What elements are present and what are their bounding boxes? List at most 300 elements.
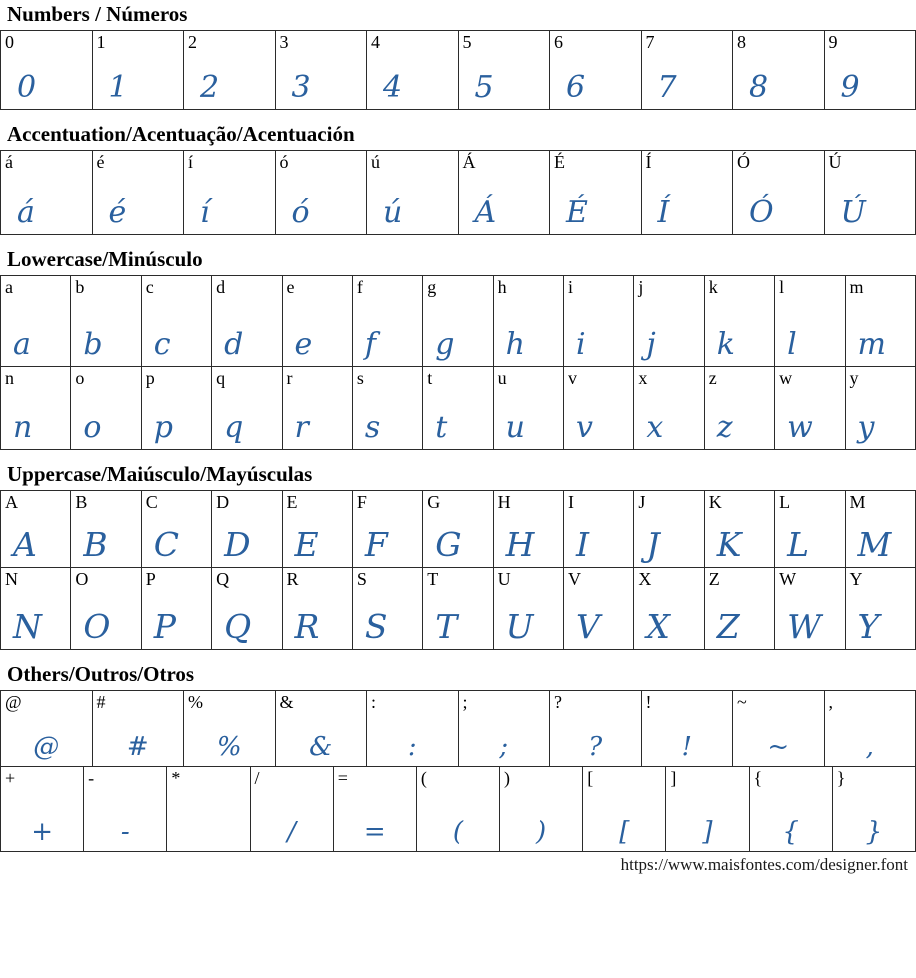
cell-label: T (427, 569, 439, 590)
cell-label: { (753, 768, 763, 789)
glyph-cell (92, 151, 184, 235)
glyph-cell (493, 568, 563, 650)
glyph-cell (1, 276, 71, 367)
glyph-cell (550, 151, 642, 235)
cell-label: ) (504, 768, 511, 789)
cell-script-glyph: J (646, 525, 660, 565)
glyph-cell (458, 31, 550, 110)
cell-label: o (75, 368, 85, 389)
cell-label: p (145, 368, 155, 389)
cell-script-glyph: 4 (383, 70, 403, 106)
glyph-cell (212, 276, 282, 367)
cell-script-glyph: 9 (840, 70, 860, 106)
cell-script-glyph: % (216, 732, 242, 763)
cell-script-glyph: a (13, 327, 31, 363)
cell-script-glyph: g (435, 327, 455, 363)
glyph-cell (824, 691, 916, 767)
cell-label: 0 (5, 32, 14, 53)
glyph-cell (733, 31, 825, 110)
cell-label: F (356, 492, 367, 513)
glyph-cell (832, 767, 915, 852)
table-row (1, 568, 916, 650)
cell-label: : (371, 692, 377, 713)
cell-script-glyph: ; (499, 732, 509, 763)
cell-label: N (5, 569, 18, 590)
glyph-cell (141, 367, 211, 450)
cell-script-glyph: z (716, 410, 733, 446)
cell-label: g (427, 277, 437, 298)
glyph-cell (666, 767, 749, 852)
cell-label: a (5, 277, 13, 298)
glyph-cell (250, 767, 333, 852)
glyph-cell (92, 31, 184, 110)
glyph-cell (184, 691, 276, 767)
cell-script-glyph: 7 (657, 70, 677, 106)
cell-label: , (828, 692, 833, 713)
cell-script-glyph: K (716, 525, 742, 565)
glyph-cell (1, 568, 71, 650)
table-row (1, 767, 916, 852)
cell-label: 8 (737, 32, 746, 53)
cell-script-glyph: á (17, 195, 35, 231)
glyph-cell (184, 31, 276, 110)
glyph-cell (367, 151, 459, 235)
cell-label: W (779, 569, 797, 590)
glyph-cell (92, 691, 184, 767)
glyph-cell (275, 31, 367, 110)
glyph-cell (1, 767, 84, 852)
cell-script-glyph: ] (702, 817, 713, 848)
glyph-cell (367, 691, 459, 767)
glyph-cell (550, 31, 642, 110)
cell-label: % (188, 692, 203, 713)
glyph-cell (212, 367, 282, 450)
cell-script-glyph: í (200, 195, 210, 231)
cell-script-glyph: b (83, 327, 103, 363)
cell-script-glyph: [ (619, 817, 630, 848)
glyph-cell (564, 367, 634, 450)
section-title: Uppercase/Maiúsculo/Mayúsculas (7, 462, 313, 487)
cell-script-glyph: 0 (17, 70, 37, 106)
cell-script-glyph: W (787, 607, 822, 647)
cell-script-glyph: m (857, 327, 886, 363)
glyph-cell (845, 568, 916, 650)
glyph-cell (583, 767, 666, 852)
cell-script-glyph: l (787, 327, 797, 363)
table-row (1, 491, 916, 568)
cell-script-glyph: - (120, 817, 130, 848)
cell-label: ? (554, 692, 562, 713)
cell-label: 4 (371, 32, 380, 53)
cell-script-glyph: u (505, 410, 525, 446)
cell-script-glyph: v (576, 410, 593, 446)
glyph-table-others-row0 (0, 690, 916, 767)
glyph-cell (634, 491, 704, 568)
cell-label: / (254, 768, 260, 789)
cell-label: O (75, 569, 89, 590)
glyph-cell (282, 367, 352, 450)
cell-label: - (88, 768, 95, 789)
section-title: Accentuation/Acentuação/Acentuación (7, 122, 355, 147)
cell-script-glyph: F (364, 525, 388, 565)
cell-script-glyph: 2 (200, 70, 220, 106)
cell-script-glyph: f (364, 327, 376, 363)
table-row (1, 691, 916, 767)
cell-label: K (708, 492, 722, 513)
cell-label: l (779, 277, 785, 298)
cell-script-glyph: O (83, 607, 111, 647)
cell-label: J (638, 492, 646, 513)
glyph-cell (184, 151, 276, 235)
sections-container (0, 3, 916, 852)
cell-label: * (171, 768, 181, 789)
cell-label: r (286, 368, 293, 389)
cell-script-glyph: : (407, 732, 417, 763)
cell-label: Z (708, 569, 720, 590)
cell-label: y (849, 368, 859, 389)
cell-script-glyph: D (224, 525, 251, 565)
cell-label: ~ (737, 692, 747, 713)
cell-script-glyph: X (646, 607, 670, 647)
cell-script-glyph: T (435, 607, 458, 647)
glyph-cell (634, 276, 704, 367)
cell-script-glyph: L (787, 525, 810, 565)
cell-label: f (356, 277, 363, 298)
cell-label: t (427, 368, 433, 389)
cell-script-glyph: # (126, 732, 149, 763)
cell-label: j (638, 277, 644, 298)
glyph-cell (749, 767, 832, 852)
cell-script-glyph: ú (383, 195, 403, 231)
glyph-table-uppercase-row1 (0, 567, 916, 650)
cell-script-glyph: j (646, 327, 656, 363)
section-numbers (0, 3, 916, 110)
cell-label: P (145, 569, 156, 590)
cell-label: @ (5, 692, 22, 713)
cell-script-glyph: B (83, 525, 108, 565)
glyph-cell (84, 767, 167, 852)
cell-label: s (356, 368, 364, 389)
glyph-cell (71, 568, 141, 650)
cell-script-glyph: Ó (749, 195, 774, 231)
cell-script-glyph: P (153, 607, 176, 647)
cell-script-glyph: w (787, 410, 813, 446)
cell-script-glyph: Í (657, 195, 670, 231)
cell-script-glyph: s (364, 410, 381, 446)
glyph-table-numbers-row0 (0, 30, 916, 110)
cell-script-glyph: G (435, 525, 462, 565)
glyph-cell (704, 568, 774, 650)
cell-label: b (75, 277, 85, 298)
cell-label: ! (645, 692, 652, 713)
glyph-cell (1, 31, 93, 110)
glyph-cell (704, 367, 774, 450)
cell-script-glyph: / (287, 817, 296, 848)
glyph-cell (423, 491, 493, 568)
glyph-cell (733, 151, 825, 235)
cell-label: x (638, 368, 648, 389)
cell-label: c (145, 277, 154, 298)
cell-script-glyph: V (576, 607, 600, 647)
cell-label: é (96, 152, 105, 173)
cell-script-glyph: E (294, 525, 319, 565)
glyph-cell (824, 31, 916, 110)
cell-label: z (708, 368, 717, 389)
cell-label: G (427, 492, 441, 513)
cell-script-glyph: Z (716, 607, 740, 647)
cell-script-glyph: @ (33, 732, 60, 763)
glyph-cell (845, 367, 916, 450)
cell-script-glyph: q (224, 410, 244, 446)
glyph-cell (141, 491, 211, 568)
cell-script-glyph: t (435, 410, 448, 446)
cell-script-glyph: R (294, 607, 320, 647)
cell-label: ( (420, 768, 427, 789)
glyph-cell (71, 367, 141, 450)
cell-label: D (216, 492, 230, 513)
section-accentuation (0, 123, 916, 235)
glyph-cell (275, 151, 367, 235)
glyph-cell (634, 367, 704, 450)
cell-script-glyph: I (576, 525, 590, 565)
cell-script-glyph: C (153, 525, 179, 565)
cell-label: É (554, 152, 565, 173)
cell-label: Q (216, 569, 230, 590)
source-url: https://www.maisfontes.com/designer.font (620, 855, 908, 875)
glyph-cell (493, 367, 563, 450)
cell-script-glyph: h (505, 327, 525, 363)
glyph-table-others-row1 (0, 766, 916, 852)
cell-script-glyph: n (13, 410, 33, 446)
cell-label: X (638, 569, 652, 590)
glyph-cell (282, 276, 352, 367)
section-title: Others/Outros/Otros (7, 662, 195, 687)
cell-label: ; (462, 692, 468, 713)
glyph-cell (641, 31, 733, 110)
glyph-cell (352, 367, 422, 450)
section-title: Lowercase/Minúsculo (7, 247, 203, 272)
glyph-cell (775, 276, 845, 367)
section-uppercase (0, 463, 916, 650)
glyph-cell (500, 767, 583, 852)
cell-script-glyph: k (716, 327, 735, 363)
cell-label: S (356, 569, 367, 590)
cell-label: h (497, 277, 507, 298)
glyph-cell (458, 691, 550, 767)
cell-label: v (568, 368, 577, 389)
glyph-cell (282, 491, 352, 568)
cell-label: q (216, 368, 226, 389)
cell-script-glyph: ó (291, 195, 310, 231)
glyph-cell (423, 568, 493, 650)
cell-label: U (497, 569, 511, 590)
glyph-cell (634, 568, 704, 650)
glyph-cell (704, 276, 774, 367)
table-row (1, 276, 916, 367)
glyph-cell (167, 767, 250, 852)
cell-label: w (779, 368, 793, 389)
cell-label: m (849, 277, 864, 298)
cell-label: 2 (188, 32, 197, 53)
cell-label: í (188, 152, 194, 173)
glyph-cell (775, 568, 845, 650)
glyph-cell (564, 491, 634, 568)
cell-label: L (779, 492, 791, 513)
cell-script-glyph: Ú (840, 195, 866, 231)
font-specimen-page (0, 3, 916, 875)
cell-script-glyph: M (857, 525, 892, 565)
cell-label: E (286, 492, 298, 513)
glyph-cell (352, 276, 422, 367)
cell-label: [ (587, 768, 594, 789)
cell-script-glyph: e (294, 327, 313, 363)
cell-script-glyph: r (294, 410, 309, 446)
glyph-cell (775, 367, 845, 450)
glyph-cell (641, 151, 733, 235)
table-row (1, 31, 916, 110)
glyph-cell (275, 691, 367, 767)
cell-script-glyph: p (153, 410, 173, 446)
cell-script-glyph: ? (588, 732, 603, 763)
cell-script-glyph: ( (452, 817, 464, 848)
cell-label: 7 (645, 32, 655, 53)
cell-label: C (145, 492, 158, 513)
glyph-cell (352, 491, 422, 568)
cell-script-glyph: ! (681, 732, 692, 763)
glyph-cell (1, 367, 71, 450)
cell-label: n (5, 368, 14, 389)
cell-script-glyph: Y (857, 607, 880, 647)
cell-label: & (279, 692, 294, 713)
cell-script-glyph: d (224, 327, 244, 363)
cell-label: 6 (554, 32, 563, 53)
glyph-table-lowercase-row0 (0, 275, 916, 367)
cell-label: 9 (828, 32, 838, 53)
cell-script-glyph: } (865, 817, 883, 848)
glyph-cell (1, 151, 93, 235)
section-lowercase (0, 248, 916, 450)
cell-script-glyph: & (309, 732, 333, 763)
table-row (1, 367, 916, 450)
glyph-cell (845, 491, 916, 568)
cell-label: A (5, 492, 18, 513)
glyph-cell (352, 568, 422, 650)
cell-label: 5 (462, 32, 472, 53)
cell-label: ó (279, 152, 289, 173)
cell-script-glyph: S (364, 607, 388, 647)
cell-script-glyph: 6 (566, 70, 586, 106)
glyph-cell (1, 691, 93, 767)
glyph-cell (367, 31, 459, 110)
cell-label: = (337, 768, 348, 789)
glyph-cell (141, 276, 211, 367)
cell-label: B (75, 492, 88, 513)
glyph-table-uppercase-row0 (0, 490, 916, 568)
cell-label: 1 (96, 32, 106, 53)
glyph-cell (423, 367, 493, 450)
cell-label: Í (645, 152, 652, 173)
cell-script-glyph: y (857, 410, 875, 446)
cell-script-glyph: x (646, 410, 664, 446)
cell-script-glyph: N (13, 607, 42, 647)
cell-script-glyph: , (865, 732, 874, 763)
cell-script-glyph: { (782, 817, 799, 848)
glyph-cell (493, 276, 563, 367)
cell-label: Á (462, 152, 476, 173)
cell-label: k (708, 277, 718, 298)
glyph-cell (824, 151, 916, 235)
cell-label: 3 (279, 32, 289, 53)
glyph-cell (564, 568, 634, 650)
cell-script-glyph: 8 (749, 70, 769, 106)
cell-script-glyph: H (505, 525, 535, 565)
glyph-cell (333, 767, 416, 852)
cell-script-glyph: Á (474, 195, 497, 231)
glyph-cell (71, 491, 141, 568)
glyph-cell (704, 491, 774, 568)
glyph-cell (845, 276, 916, 367)
cell-label: + (5, 768, 16, 789)
table-row (1, 151, 916, 235)
cell-label: I (568, 492, 574, 513)
cell-script-glyph: Q (224, 607, 252, 647)
cell-script-glyph: é (108, 195, 127, 231)
cell-label: e (286, 277, 295, 298)
glyph-cell (71, 276, 141, 367)
cell-script-glyph: i (576, 327, 586, 363)
cell-script-glyph: ~ (767, 732, 790, 763)
cell-script-glyph: U (505, 607, 534, 647)
cell-label: Ú (828, 152, 842, 173)
cell-label: } (836, 768, 846, 789)
cell-label: á (5, 152, 13, 173)
glyph-cell (458, 151, 550, 235)
cell-label: # (96, 692, 106, 713)
glyph-cell (550, 691, 642, 767)
glyph-cell (423, 276, 493, 367)
cell-script-glyph: É (566, 195, 588, 231)
cell-label: Ó (737, 152, 750, 173)
cell-script-glyph: c (153, 327, 171, 363)
glyph-cell (775, 491, 845, 568)
cell-script-glyph: 5 (474, 70, 494, 106)
cell-script-glyph: o (83, 410, 102, 446)
glyph-cell (212, 568, 282, 650)
cell-label: M (849, 492, 866, 513)
glyph-cell (141, 568, 211, 650)
glyph-cell (416, 767, 499, 852)
cell-label: Y (849, 569, 863, 590)
section-others (0, 663, 916, 852)
glyph-cell (282, 568, 352, 650)
glyph-cell (212, 491, 282, 568)
cell-script-glyph: A (13, 525, 37, 565)
glyph-table-lowercase-row1 (0, 366, 916, 450)
cell-label: ú (371, 152, 380, 173)
cell-label: V (568, 569, 581, 590)
cell-label: ] (670, 768, 677, 789)
glyph-cell (564, 276, 634, 367)
cell-label: H (497, 492, 511, 513)
glyph-cell (641, 691, 733, 767)
cell-label: R (286, 569, 299, 590)
section-title: Numbers / Números (7, 2, 188, 26)
cell-script-glyph: = (363, 817, 386, 848)
glyph-cell (733, 691, 825, 767)
glyph-cell (493, 491, 563, 568)
cell-label: d (216, 277, 226, 298)
cell-script-glyph: 1 (108, 70, 128, 106)
